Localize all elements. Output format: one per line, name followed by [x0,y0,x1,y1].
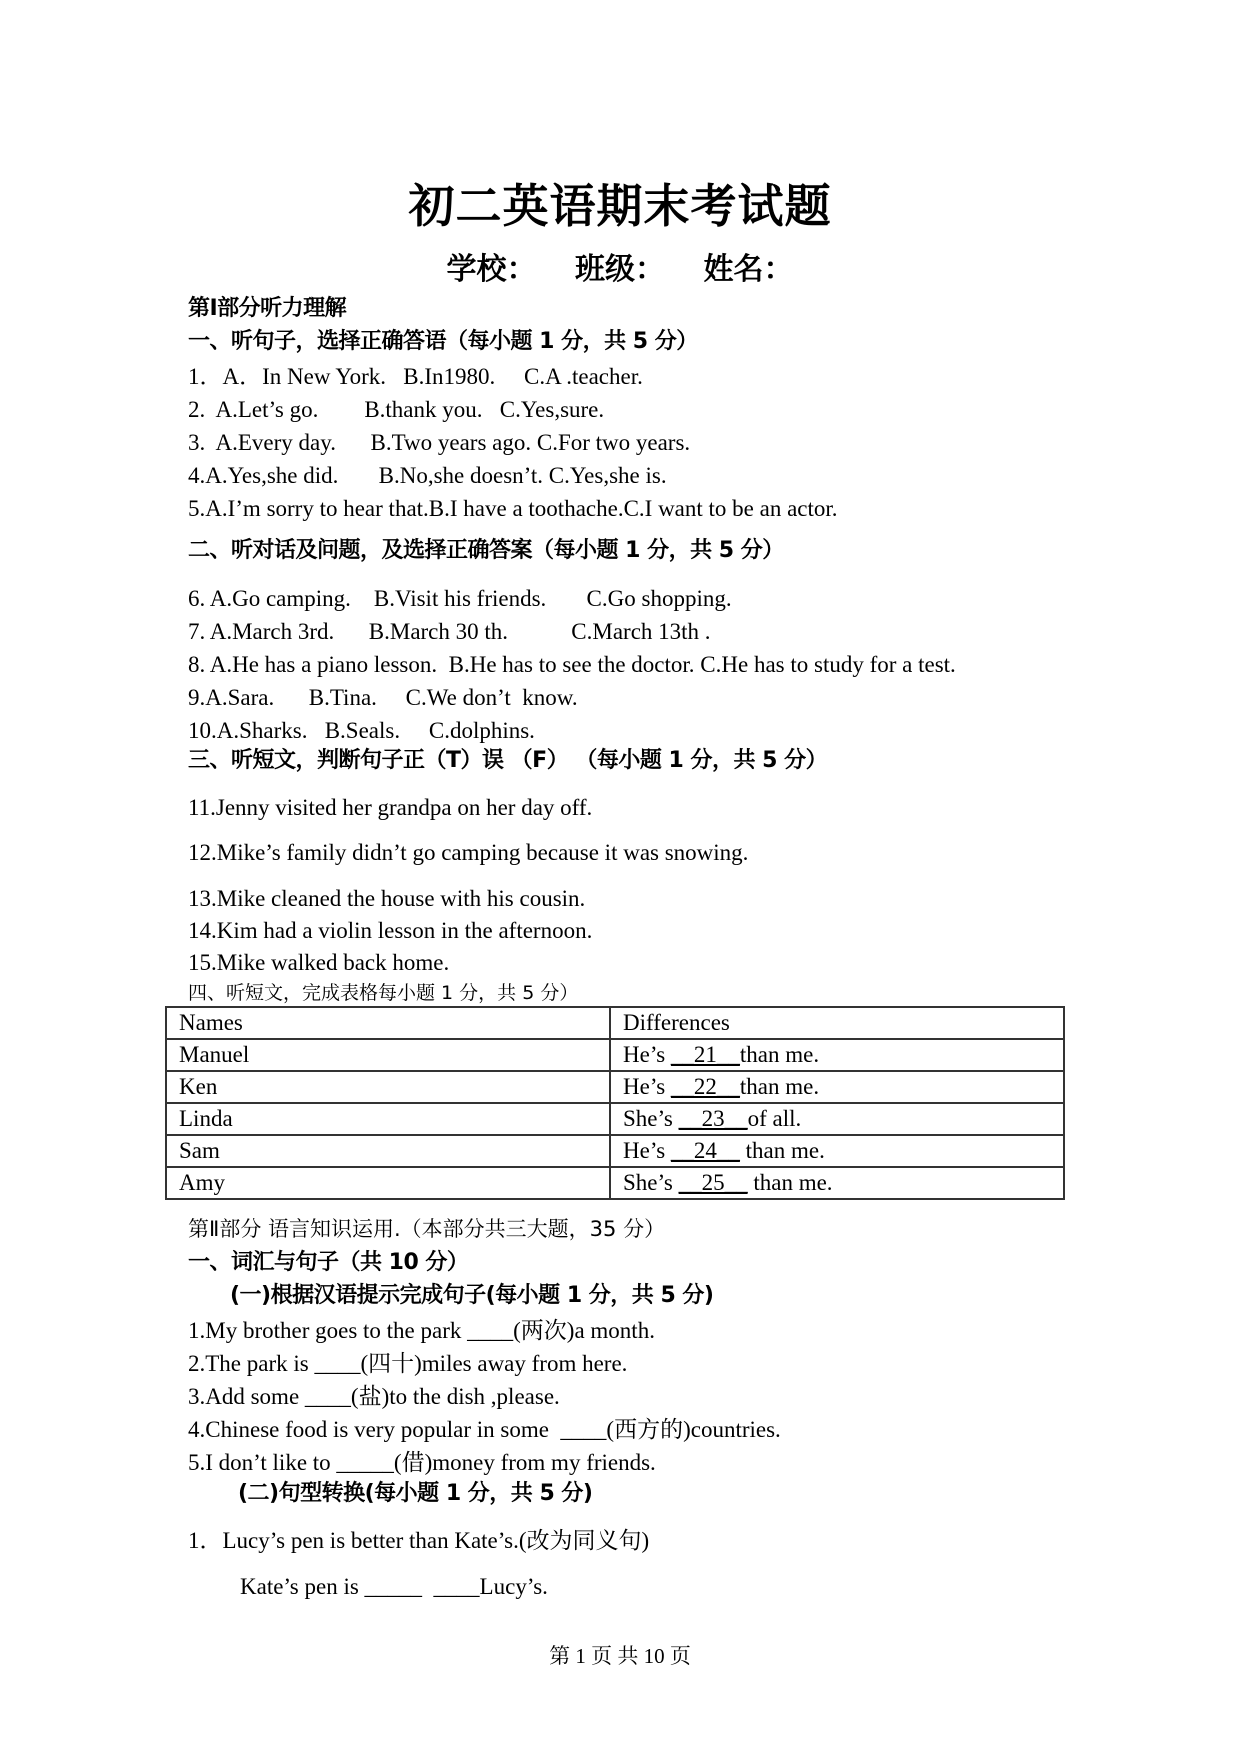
question-5: 5.A.I’m sorry to hear that.B.I have a toothache.C.I want to be an actor. [188,496,838,521]
answer-blank-23[interactable]: __23__ [678,1106,748,1131]
fill-question-3: 3.Add some ____(盐)to the dish ,please. [188,1384,560,1409]
section2-heading: 二、听对话及问题，及选择正确答案（每小题 1 分，共 5 分） [188,538,784,563]
transform-answer-1: Kate’s pen is _____ ____Lucy’s. [240,1574,548,1599]
row-name: Ken [166,1071,610,1103]
class-label: 班级： [575,252,665,287]
question-8: 8. A.He has a piano lesson. B.He has to see the doctor. C.He has to study for a test. [188,652,956,677]
difference-suffix: of all. [747,1106,802,1131]
question-6: 6. A.Go camping. B.Visit his friends. C.Go shopping. [188,586,732,611]
header-differences: Differences [610,1007,1064,1039]
listening-table [165,1006,1065,1200]
question-1: 1．A．In New York. B.In1980. C.A .teacher. [188,364,643,389]
difference-suffix: than me. [739,1042,820,1067]
fill-question-5: 5.I don’t like to _____(借)money from my friends. [188,1450,656,1475]
vocab-section-heading: 一、词汇与句子（共 10 分） [188,1250,469,1275]
transform-question-1: 1．Lucy’s pen is better than Kate’s.(改为同义句) [188,1528,650,1553]
difference-prefix: She’s [623,1106,679,1131]
table-row [166,1039,1064,1071]
student-info-line [0,244,1240,288]
question-9: 9.A.Sara. B.Tina. C.We don’t know. [188,685,578,710]
question-15: 15.Mike walked back home. [188,950,450,975]
table-row [166,1167,1064,1199]
row-name: Sam [166,1135,610,1167]
question-12: 12.Mike’s family didn’t go camping because it was snowing. [188,840,749,865]
row-difference [610,1071,1064,1103]
question-7: 7. A.March 3rd. B.March 30 th. C.March 13th . [188,619,711,644]
question-13: 13.Mike cleaned the house with his cousin. [188,886,586,911]
fill-question-1: 1.My brother goes to the park ____(两次)a month. [188,1318,655,1343]
table-header-row [166,1007,1064,1039]
difference-suffix: than me. [747,1170,833,1195]
fill-question-2: 2.The park is ____(四十)miles away from here. [188,1351,628,1376]
difference-prefix: He’s [623,1074,671,1099]
page-footer: 第 1 页 共 10 页 [549,1644,691,1668]
school-label: 学校： [446,252,537,287]
subsection1-heading: (一)根据汉语提示完成句子(每小题 1 分，共 5 分) [230,1283,714,1308]
difference-prefix: He’s [623,1042,671,1067]
difference-suffix: than me. [739,1138,825,1163]
question-14: 14.Kim had a violin lesson in the afternoon. [188,918,593,943]
header-names: Names [166,1007,610,1039]
subsection2-heading: (二)句型转换(每小题 1 分，共 5 分) [238,1481,593,1506]
fill-question-4: 4.Chinese food is very popular in some ____(西方的)countries. [188,1417,781,1442]
row-difference [610,1167,1064,1199]
section3-heading: 三、听短文，判断句子正（T）误 （F） （每小题 1 分，共 5 分） [188,748,828,773]
row-difference [610,1103,1064,1135]
row-name: Manuel [166,1039,610,1071]
table-row [166,1071,1064,1103]
part2-heading: 第Ⅱ部分 语言知识运用.（本部分共三大题，35 分） [188,1217,666,1241]
row-name: Amy [166,1167,610,1199]
part1-heading: 第Ⅰ部分听力理解 [188,296,347,321]
name-label: 姓名： [703,252,794,287]
row-difference [610,1039,1064,1071]
answer-blank-24[interactable]: __24__ [670,1138,740,1163]
section1-heading: 一、听句子，选择正确答语（每小题 1 分，共 5 分） [188,329,698,354]
answer-blank-21[interactable]: __21__ [670,1042,740,1067]
answer-blank-25[interactable]: __25__ [678,1170,748,1195]
answer-blank-22[interactable]: __22__ [670,1074,740,1099]
question-2: 2. A.Let’s go. B.thank you. C.Yes,sure. [188,397,605,422]
question-4: 4.A.Yes,she did. B.No,she doesn’t. C.Yes,she is. [188,463,667,488]
row-difference [610,1135,1064,1167]
question-10: 10.A.Sharks. B.Seals. C.dolphins. [188,718,535,743]
table-row [166,1103,1064,1135]
table-row [166,1135,1064,1167]
row-name: Linda [166,1103,610,1135]
page-title: 初二英语期末考试题 [408,179,832,233]
question-11: 11.Jenny visited her grandpa on her day off. [188,795,593,820]
question-3: 3. A.Every day. B.Two years ago. C.For two years. [188,430,691,455]
difference-suffix: than me. [739,1074,820,1099]
section4-heading: 四、听短文，完成表格每小题 1 分，共 5 分） [188,982,579,1004]
difference-prefix: He’s [623,1138,671,1163]
difference-prefix: She’s [623,1170,679,1195]
